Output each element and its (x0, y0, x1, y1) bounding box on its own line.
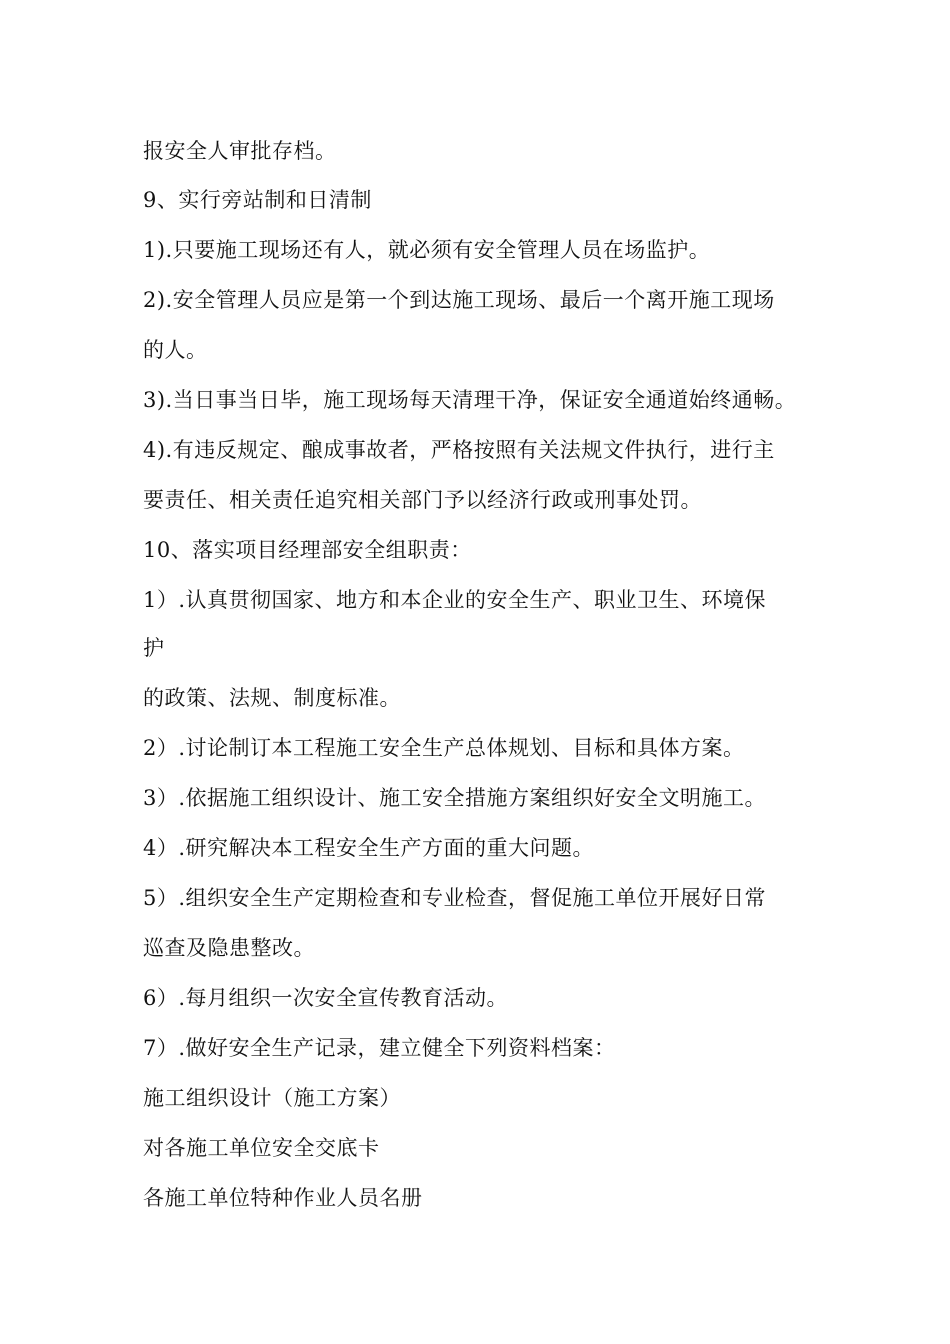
text-line-10-2: 2）.讨论制订本工程施工安全生产总体规划、目标和具体方案。 (143, 736, 745, 760)
text-line-9-4-cont: 要责任、相关责任追究相关部门予以经济行政或刑事处罚。 (143, 488, 702, 512)
archive-item-safety-briefing-card: 对各施工单位安全交底卡 (143, 1136, 380, 1160)
text-line-10-5: 5）.组织安全生产定期检查和专业检查，督促施工单位开展好日常 (143, 886, 767, 910)
text-line-10-1: 1）.认真贯彻国家、地方和本企业的安全生产、职业卫生、环境保 (143, 588, 767, 612)
text-line-10-5-cont: 巡查及隐患整改。 (143, 936, 315, 960)
text-line-10-1-cont: 护 (143, 636, 165, 660)
archive-item-special-workers-roster: 各施工单位特种作业人员名册 (143, 1186, 423, 1210)
text-line-10-3: 3）.依据施工组织设计、施工安全措施方案组织好安全文明施工。 (143, 786, 767, 810)
text-line-9-1: 1).只要施工现场还有人，就必须有安全管理人员在场监护。 (143, 238, 711, 262)
text-line-9-2: 2).安全管理人员应是第一个到达施工现场、最后一个离开施工现场 (143, 288, 775, 312)
text-line-10-7: 7）.做好安全生产记录，建立健全下列资料档案： (143, 1036, 616, 1060)
archive-item-construction-design: 施工组织设计（施工方案） (143, 1086, 401, 1110)
text-line-archive: 报安全人审批存档。 (143, 139, 337, 163)
text-line-10-6: 6）.每月组织一次安全宣传教育活动。 (143, 986, 509, 1010)
text-line-10-1-cont2: 的政策、法规、制度标准。 (143, 686, 401, 710)
heading-item-10: 10、落实项目经理部安全组职责： (143, 538, 472, 562)
text-line-9-2-cont: 的人。 (143, 338, 208, 362)
text-line-10-4: 4）.研究解决本工程安全生产方面的重大问题。 (143, 836, 595, 860)
heading-item-9: 9、实行旁站制和日清制 (143, 188, 372, 212)
text-line-9-3: 3).当日事当日毕，施工现场每天清理干净，保证安全通道始终通畅。 (143, 388, 797, 412)
text-line-9-4: 4).有违反规定、酿成事故者，严格按照有关法规文件执行，进行主 (143, 438, 775, 462)
